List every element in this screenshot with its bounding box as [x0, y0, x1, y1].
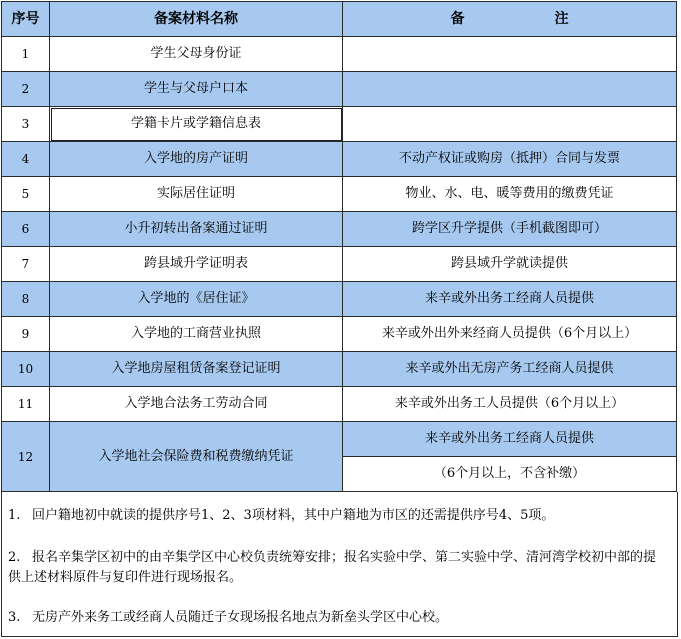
- notes-section: [1, 492, 678, 637]
- row-remark: 物业、水、电、暖等费用的缴费凭证: [343, 177, 677, 212]
- row-material: 跨县域升学证明表: [50, 247, 343, 282]
- row-index: 9: [2, 317, 50, 352]
- header-remark: [343, 2, 677, 37]
- note-item: [8, 608, 668, 628]
- row-material: 实际居住证明: [50, 177, 343, 212]
- row-material: 入学地的工商营业执照: [50, 317, 343, 352]
- note-item: [8, 548, 668, 588]
- row-index: 11: [2, 387, 50, 422]
- table-row: [2, 142, 677, 177]
- table-row: [2, 422, 677, 457]
- note-text: 无房产外来务工或经商人员随迁子女现场报名地点为新垒头学区中心校。: [32, 610, 449, 625]
- row-remark: 不动产权证或购房（抵押）合同与发票: [343, 142, 677, 177]
- table-header-row: [2, 2, 677, 37]
- table-row: [2, 72, 677, 107]
- row-remark: 来辛或外出务工经商人员提供: [343, 422, 677, 457]
- header-remark-left: 备: [450, 11, 465, 27]
- table-row: [2, 387, 677, 422]
- row-index: 2: [2, 72, 50, 107]
- table-row: [2, 107, 677, 142]
- row-material: 学生与父母户口本: [50, 72, 343, 107]
- row-remark: 来辛或外出务工经商人员提供: [343, 282, 677, 317]
- materials-table: [1, 1, 677, 492]
- note-index: 3.: [8, 610, 21, 625]
- table-row: [2, 212, 677, 247]
- header-index: 序号: [2, 2, 50, 37]
- row-remark: 来辛或外出务工人员提供（6个月以上）: [343, 387, 677, 422]
- row-material: 小升初转出备案通过证明: [50, 212, 343, 247]
- row-material: 入学地社会保险费和税费缴纳凭证: [50, 422, 343, 492]
- note-text: 报名辛集学区初中的由辛集学区中心校负责统筹安排；报名实验中学、第二实验中学、清河湾学校初中部的提供上述材料原件与复印件进行现场报名。: [8, 550, 657, 585]
- table-row: [2, 247, 677, 282]
- row-remark-secondary: （6个月以上，不含补缴）: [343, 457, 677, 492]
- table-row: [2, 352, 677, 387]
- row-index: 10: [2, 352, 50, 387]
- table-row: [2, 177, 677, 212]
- table-row: [2, 317, 677, 352]
- row-index: 3: [2, 107, 50, 142]
- row-index: 8: [2, 282, 50, 317]
- row-remark: 跨学区升学提供（手机截图即可）: [343, 212, 677, 247]
- row-material: 入学地的房产证明: [50, 142, 343, 177]
- row-remark: [343, 72, 677, 107]
- row-index: 4: [2, 142, 50, 177]
- row-material: 入学地合法务工劳动合同: [50, 387, 343, 422]
- note-item: [8, 506, 668, 526]
- row-remark: 来辛或外出外来经商人员提供（6个月以上）: [343, 317, 677, 352]
- table-row: [2, 282, 677, 317]
- row-remark: 来辛或外出无房产务工经商人员提供: [343, 352, 677, 387]
- header-remark-right: 注: [554, 11, 569, 27]
- row-material: 学籍卡片或学籍信息表: [50, 107, 343, 142]
- row-material: 学生父母身份证: [50, 37, 343, 72]
- note-text: 回户籍地初中就读的提供序号1、2、3项材料，其中户籍地为市区的还需提供序号4、5项。: [32, 508, 555, 523]
- row-remark: [343, 37, 677, 72]
- table-row: [2, 37, 677, 72]
- row-index: 5: [2, 177, 50, 212]
- header-material: 备案材料名称: [50, 2, 343, 37]
- row-material: 入学地的《居住证》: [50, 282, 343, 317]
- row-index: 6: [2, 212, 50, 247]
- row-material: 入学地房屋租赁备案登记证明: [50, 352, 343, 387]
- row-remark: [343, 107, 677, 142]
- row-index: 7: [2, 247, 50, 282]
- note-index: 2.: [8, 550, 21, 565]
- row-index: 1: [2, 37, 50, 72]
- row-index: 12: [2, 422, 50, 492]
- note-index: 1.: [8, 508, 21, 523]
- row-remark: 跨县域升学就读提供: [343, 247, 677, 282]
